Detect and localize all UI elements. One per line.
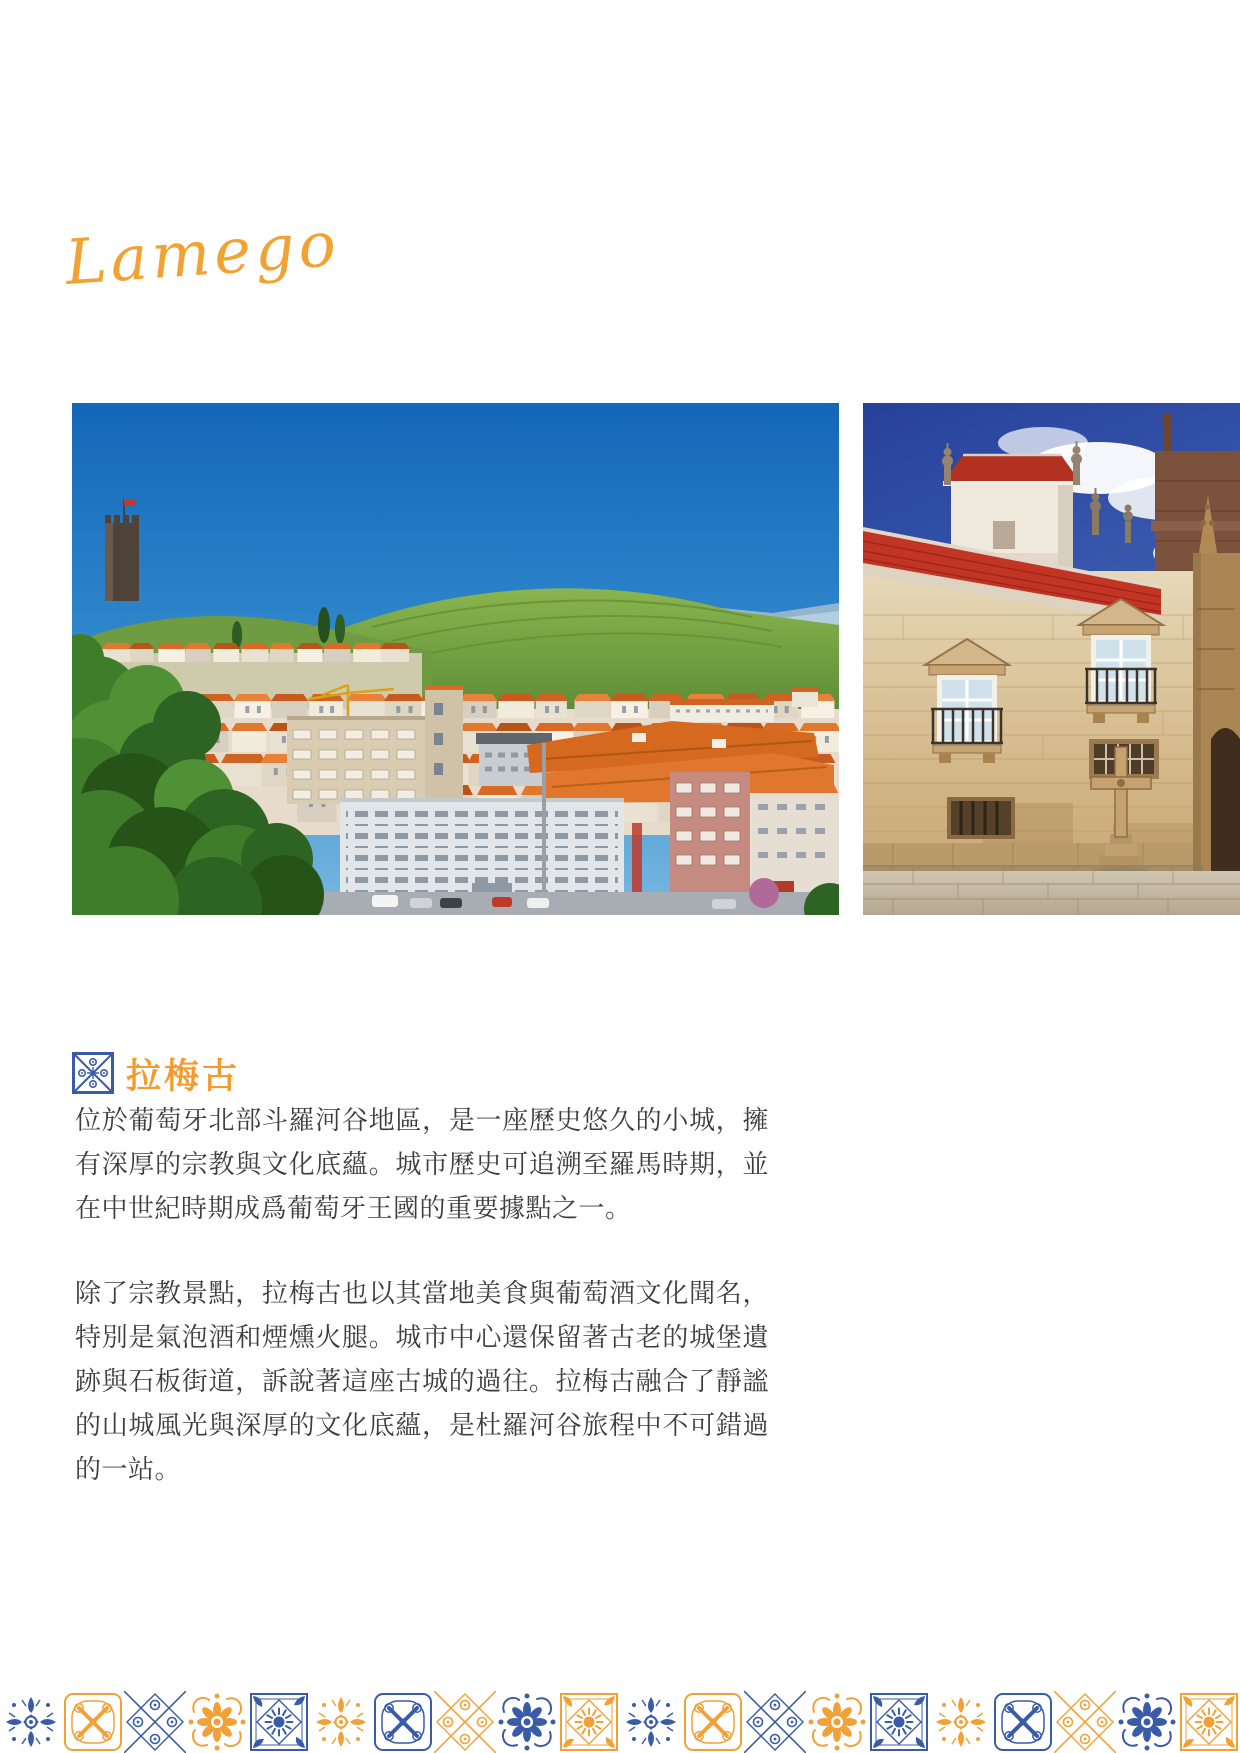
azulejo-tile-blue-frame [992,1691,1054,1753]
pediment-window-left [925,639,1009,763]
azulejo-tile-blue-floral [620,1691,682,1753]
azulejo-tile-border [0,1691,1240,1753]
azulejo-tile-blue-sunburst [248,1691,310,1753]
azulejo-tile-blue-frame [372,1691,434,1753]
paragraph-details: 除了宗教景點，拉梅古也以其當地美食與葡萄酒文化聞名，特別是氣泡酒和煙燻火腿。城市中心還保留著古老的城堡遺跡與石板街道，訴說著這座古城的過往。拉梅古融合了靜謐的山城風光與深厚的文化底蘊，是杜羅河谷旅程中不可錯過的一站。 [75,1279,769,1484]
azulejo-tile-blue-sunburst [868,1691,930,1753]
historic-facade-photo [863,403,1240,915]
azulejo-tile-orange-floral [930,1691,992,1753]
cityscape-illustration [72,403,839,915]
azulejo-tile-blue-diamond [744,1691,806,1753]
pavement [863,865,1240,915]
azulejo-tile-orange-sunburst [558,1691,620,1753]
azulejo-tile-blue-medallion [496,1691,558,1753]
azulejo-tile-orange-frame [62,1691,124,1753]
azulejo-tile-orange-sunburst [1178,1691,1240,1753]
residential-building [287,716,425,804]
azulejo-tile-orange-diamond [434,1691,496,1753]
gothic-portal [1193,495,1240,915]
barred-window [947,797,1015,839]
azulejo-tile-blue-floral [0,1691,62,1753]
azulejo-tile-orange-medallion [186,1691,248,1753]
lamego-cityscape-photo [72,403,839,915]
section-title: 拉梅古 [126,1056,241,1096]
azulejo-tile-blue-diamond [124,1691,186,1753]
azulejo-tile-orange-diamond [1054,1691,1116,1753]
pediment-window-right [1079,599,1163,723]
page-title-script: Lamego [62,207,342,299]
azulejo-tile-orange-frame [682,1691,744,1753]
facade-illustration [863,403,1240,915]
azulejo-tile-icon [72,1052,114,1099]
azulejo-tile-orange-medallion [806,1691,868,1753]
azulejo-tile-blue-medallion [1116,1691,1178,1753]
azulejo-tile-orange-floral [310,1691,372,1753]
section-heading [72,1052,240,1098]
paragraph-intro: 位於葡萄牙北部斗羅河谷地區，是一座歷史悠久的小城，擁有深厚的宗教與文化底蘊。城市歷史可追溯至羅馬時期，並在中世紀時期成爲葡萄牙王國的重要據點之一。 [75,1106,769,1223]
